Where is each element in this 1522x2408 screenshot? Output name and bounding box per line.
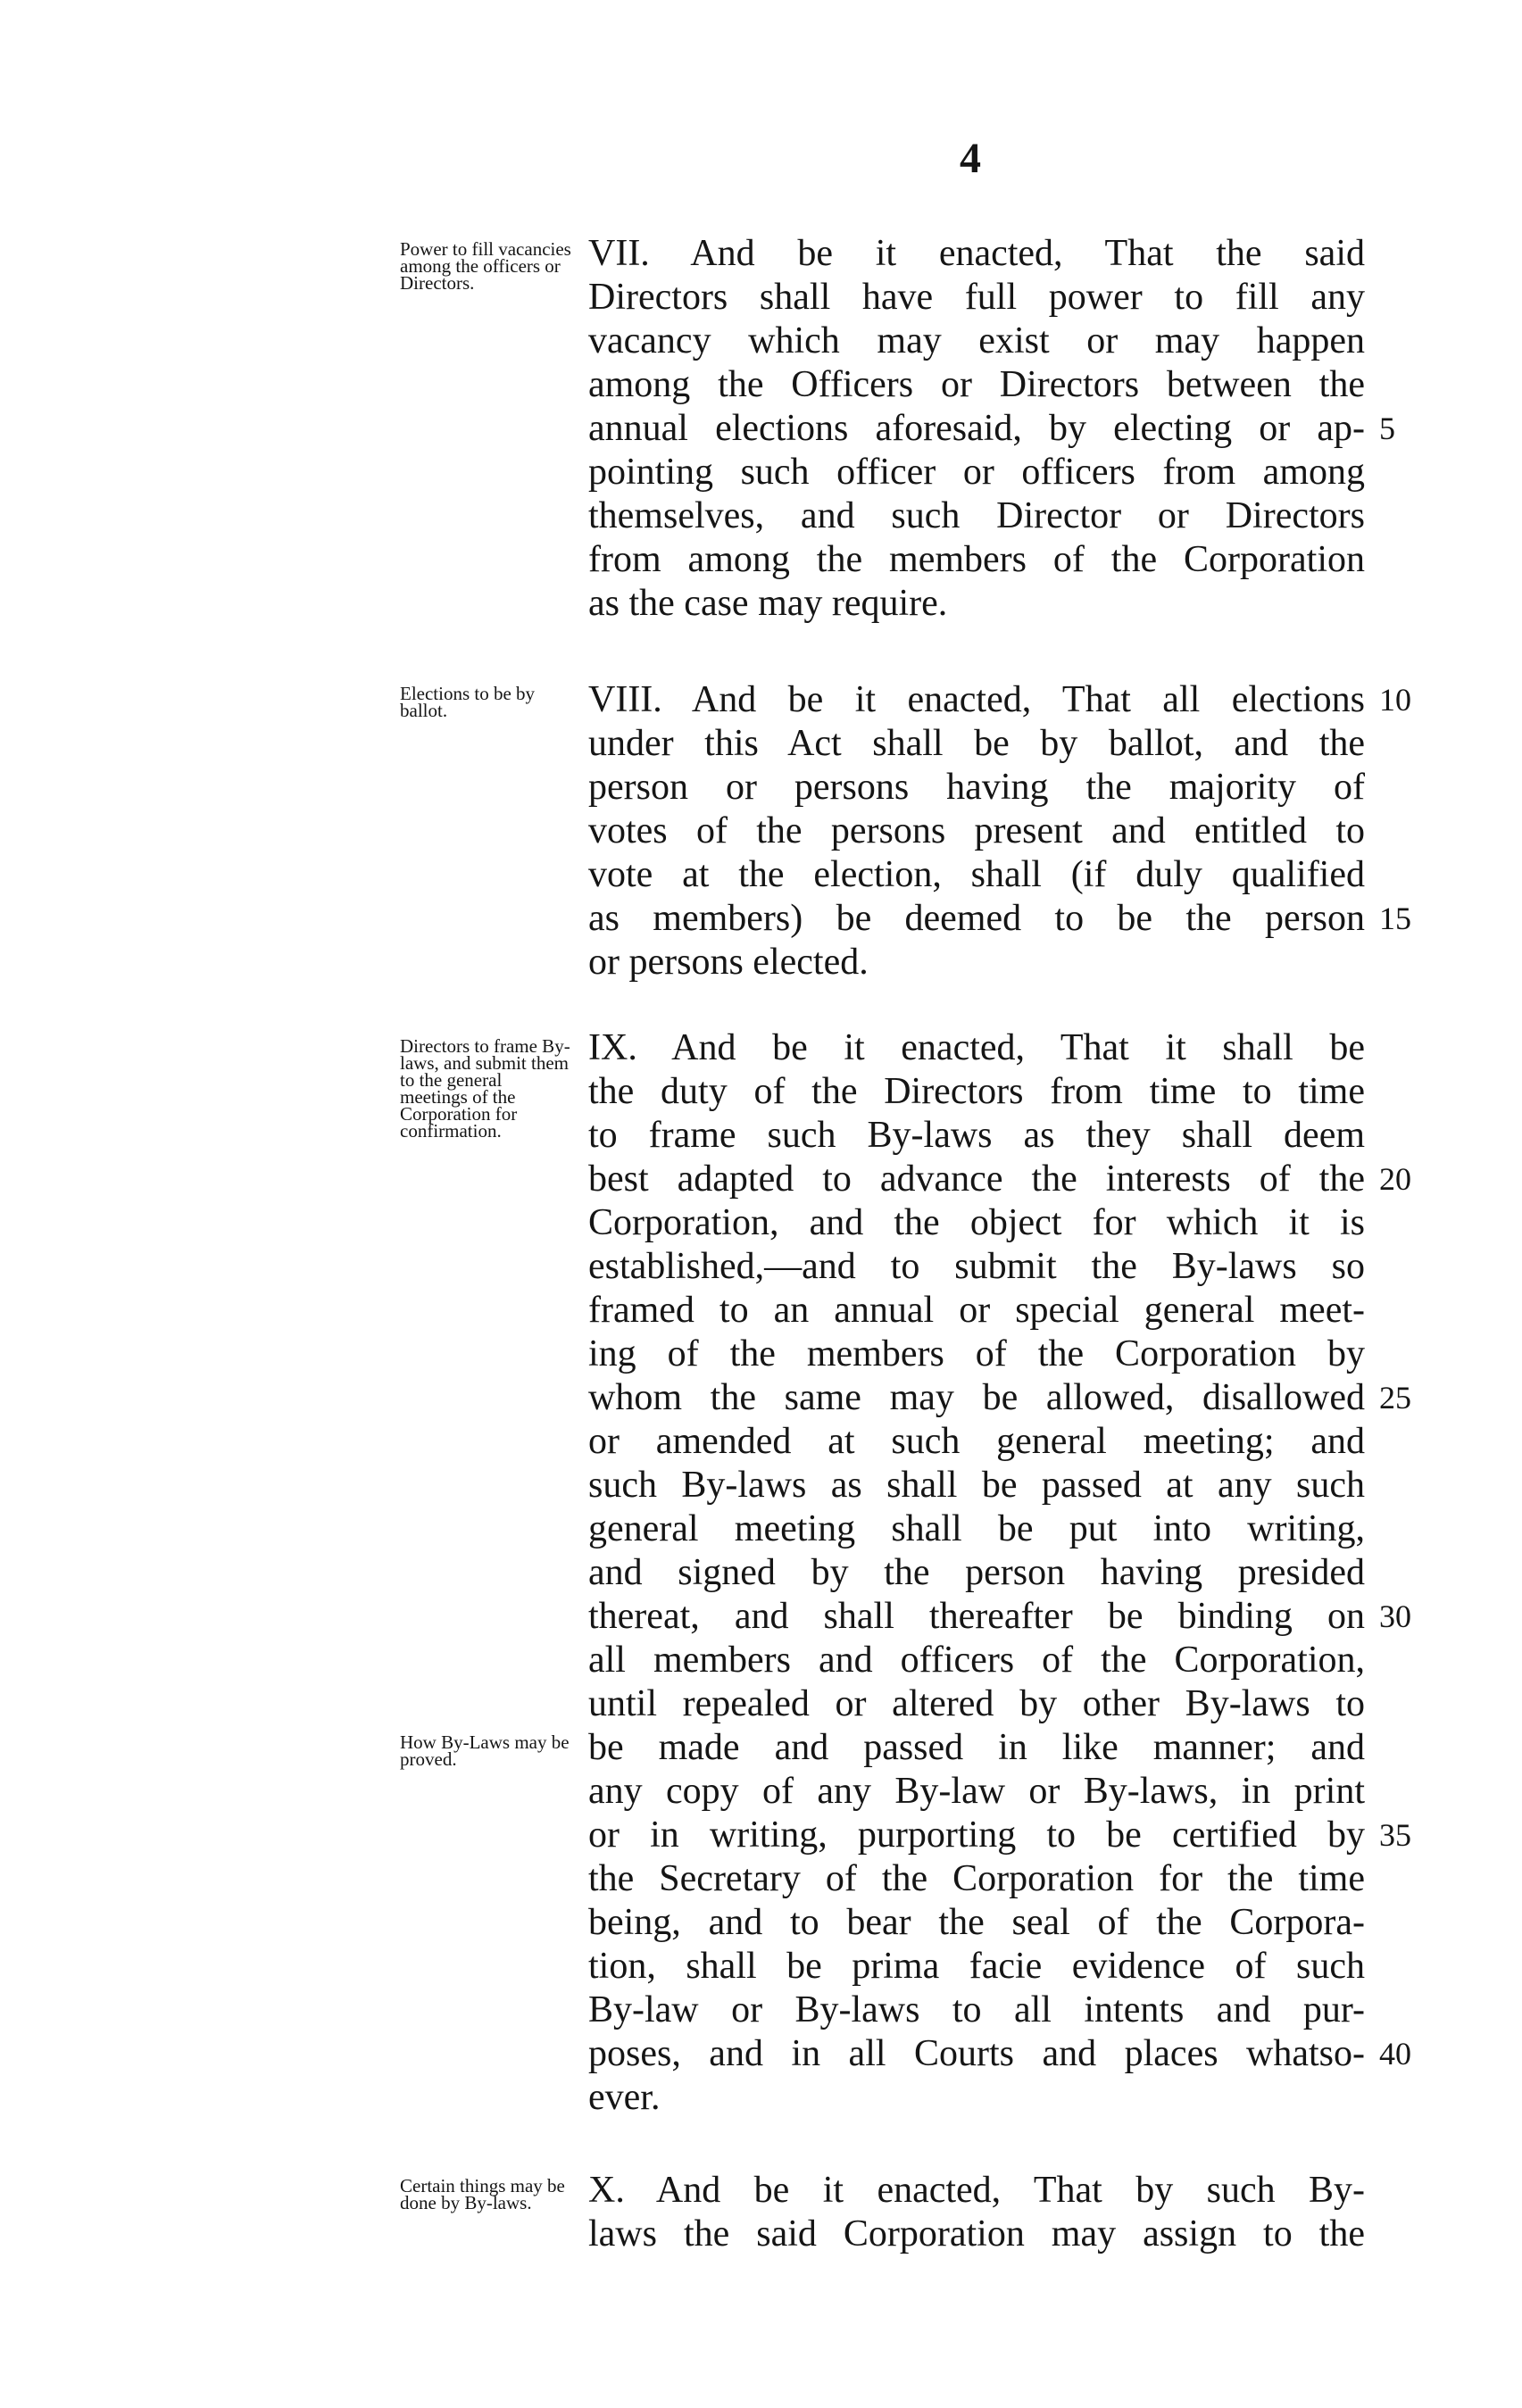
text-line: all members and officers of the Corporation, [588,1640,1365,1681]
text-line: By-law or By-laws to all intents and pur- [588,1989,1365,2030]
text-line: general meeting shall be put into writing, [588,1508,1365,1549]
text-line: and signed by the person having presided [588,1552,1365,1593]
marginal-note-by-laws-proved: How By-Laws may be proved. [400,1731,570,1770]
text-line: IX. And be it enacted, That it shall be [588,1027,1365,1068]
text-line: among the Officers or Directors between the [588,364,1365,405]
text-line: or amended at such general meeting; and [588,1421,1365,1462]
marginal-note: Elections to be by ballot. [400,683,536,721]
text-line: vote at the election, shall (if duly qualified [588,854,1365,895]
line-number: 25 [1379,1380,1411,1416]
text-line: ing of the members of the Corporation by [588,1333,1365,1374]
text-line: VIII. And be it enacted, That all elections [588,679,1365,720]
text-line: laws the said Corporation may assign to the [588,2213,1365,2254]
line-number: 35 [1379,1817,1411,1853]
text-line: votes of the persons present and entitled to [588,810,1365,851]
text-line: vacancy which may exist or may happen [588,320,1365,361]
text-line: as the case may require. [588,583,948,624]
text-line: ever. [588,2077,661,2118]
line-number: 15 [1379,901,1411,936]
text-line: themselves, and such Director or Directors [588,495,1365,536]
marginal-note: Directors to frame By-laws, and submit them to the general meetings of the Corporation for confirmation. [400,1035,570,1142]
text-line: any copy of any By-law or By-laws, in print [588,1771,1365,1812]
text-line: established,—and to submit the By-laws so [588,1246,1365,1287]
text-line: poses, and in all Courts and places whatso- [588,2033,1365,2074]
marginal-note: Power to fill vacancies among the officers or Directors. [400,238,571,294]
text-line: or in writing, purporting to be certified by [588,1814,1365,1856]
text-line: VII. And be it enacted, That the said [588,233,1365,274]
page-number: 4 [960,135,981,182]
text-line: best adapted to advance the interests of the [588,1158,1365,1200]
line-number: 10 [1379,682,1411,718]
text-line: the Secretary of the Corporation for the time [588,1858,1365,1899]
text-line: be made and passed in like manner; and [588,1727,1365,1768]
text-line: annual elections aforesaid, by electing or ap- [588,408,1365,449]
marginal-note: Certain things may be done by By-laws. [400,2175,565,2213]
text-line: the duty of the Directors from time to time [588,1071,1365,1112]
text-line: framed to an annual or special general meet- [588,1290,1365,1331]
text-line: Directors shall have full power to fill any [588,277,1365,318]
text-line: as members) be deemed to be the person [588,898,1365,939]
text-line: from among the members of the Corporation [588,539,1365,580]
text-line: person or persons having the majority of [588,767,1365,808]
line-number: 30 [1379,1598,1411,1634]
text-line: X. And be it enacted, That by such By- [588,2170,1365,2211]
text-line: tion, shall be prima facie evidence of such [588,1946,1365,1987]
text-line: whom the same may be allowed, disallowed [588,1377,1365,1418]
text-line: or persons elected. [588,942,869,983]
line-number: 40 [1379,2036,1411,2072]
text-line: until repealed or altered by other By-laws to [588,1683,1365,1724]
line-number: 5 [1379,411,1395,446]
text-line: being, and to bear the seal of the Corpora- [588,1902,1365,1943]
text-line: under this Act shall be by ballot, and the [588,723,1365,764]
text-line: such By-laws as shall be passed at any such [588,1465,1365,1506]
text-line: Corporation, and the object for which it is [588,1202,1365,1243]
text-line: pointing such officer or officers from among [588,452,1365,493]
text-line: thereat, and shall thereafter be binding on [588,1596,1365,1637]
text-line: to frame such By-laws as they shall deem [588,1115,1365,1156]
line-number: 20 [1379,1161,1411,1197]
